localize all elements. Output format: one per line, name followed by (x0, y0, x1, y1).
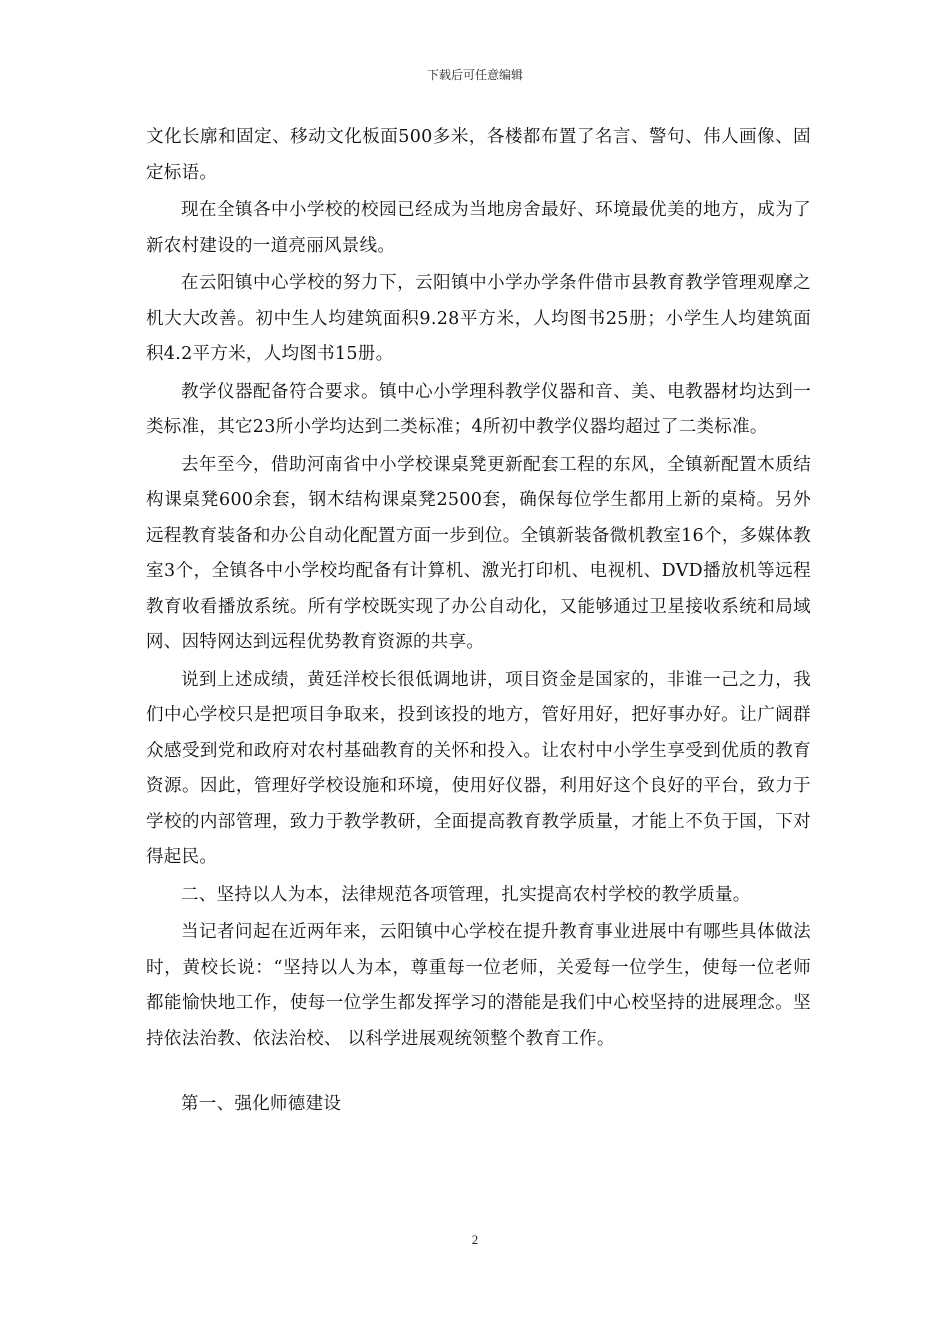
paragraph-3: 在云阳镇中心学校的努力下，云阳镇中小学办学条件借市县教育教学管理观摩之机大大改善。初中生人均建筑面积9.28平方米，人均图书25册；小学生人均建筑面积4.2平方米，人均图书15册。 (146, 273, 811, 364)
page-number: 2 (471, 1232, 479, 1247)
document-body (146, 120, 811, 1125)
page-header: 下载后可任意编辑 (426, 68, 523, 82)
paragraph-1: 文化长廓和固定、移动文化板面500多米，各楼都布置了名言、警句、伟人画像、固定标语。 (146, 127, 811, 183)
paragraph-5: 去年至今，借助河南省中小学校课桌凳更新配套工程的东风，全镇新配置木质结构课桌凳600余套，钢木结构课桌凳2500套，确保每位学生都用上新的桌椅。另外远程教育装备和办公自动化配置方面一步到位。全镇新装备微机教室16个，多媒体教室3个，全镇各中小学校均配备有计算机、激光打印机、电视机、DVD播放机等远程教育收看播放系统。所有学校既实现了办公自动化，又能够通过卫星接收系统和局域网、因特网达到远程优势教育资源的共享。 (146, 454, 811, 652)
subsection-heading-1: 第一、强化师德建设 (181, 1094, 342, 1114)
paragraph-6: 说到上述成绩，黄廷洋校长很低调地讲，项目资金是国家的，非谁一己之力，我们中心学校只是把项目争取来，投到该投的地方，管好用好，把好事办好。让广阔群众感受到党和政府对农村基础教育的关怀和投入。让农村中小学生享受到优质的教育资源。因此，管理好学校设施和环境，使用好仪器，利用好这个良好的平台，致力于学校的内部管理，致力于教学教研，全面提高教育教学质量，才能上不负于国，下对得起民。 (146, 669, 811, 867)
section-heading-2: 二、坚持以人为本，法律规范各项管理，扎实提高农村学校的教学质量。 (181, 884, 751, 905)
paragraph-2: 现在全镇各中小学校的校园已经成为当地房舍最好、环境最优美的地方，成为了新农村建设的一道亮丽风景线。 (146, 200, 811, 256)
paragraph-4: 教学仪器配备符合要求。镇中心小学理科教学仪器和音、美、电教器材均达到一类标准，其它23所小学均达到二类标准；4所初中教学仪器均超过了二类标准。 (146, 381, 811, 437)
paragraph-7: 当记者问起在近两年来，云阳镇中心学校在提升教育事业进展中有哪些具体做法时，黄校长说：“坚持以人为本，尊重每一位老师，关爱每一位学生，使每一位老师都能愉快地工作，使每一位学生都发挥学习的潜能是我们中心校坚持的进展理念。坚持依法治教、依法治校、 以科学进展观统领整个教育工作。 (146, 922, 811, 1049)
